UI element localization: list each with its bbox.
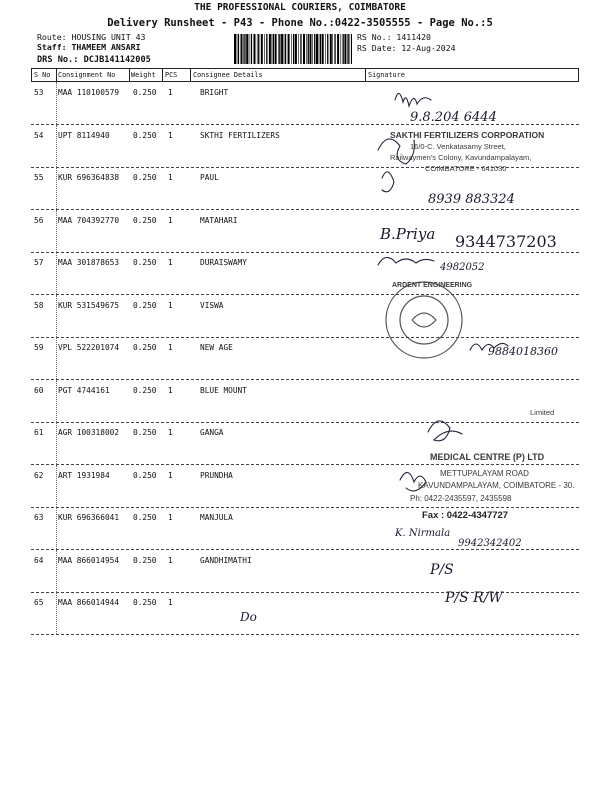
barcode-bar — [254, 34, 256, 64]
barcode-bar — [306, 34, 307, 64]
barcode-bar — [241, 34, 243, 64]
handwritten-initials: P/S — [430, 562, 454, 578]
row-sno: 63 — [34, 513, 44, 522]
column-divider — [162, 69, 163, 81]
row-sno: 58 — [34, 300, 44, 310]
barcode-bar — [284, 34, 285, 64]
barcode-bar — [310, 34, 312, 64]
handwritten-number: 9.8.204 6444 — [410, 110, 497, 125]
row-consignment-no: KUR 696364838 — [58, 173, 120, 182]
row-weight: 0.250 — [133, 258, 157, 267]
sakthi-stamp-line3: Railwaymen's Colony, Kavundampalayam, — [390, 153, 532, 162]
column-divider — [129, 69, 130, 81]
row-sno: 56 — [34, 215, 44, 225]
row-consignee: DURAISWAMY — [200, 258, 247, 267]
row-weight: 0.250 — [133, 88, 157, 97]
drs-number: DRS No.: DCJB141142005 — [37, 55, 151, 65]
barcode-bar — [238, 34, 239, 64]
row-sno: 55 — [34, 173, 44, 182]
row-pcs: 1 — [168, 130, 173, 140]
row-divider — [31, 507, 579, 508]
handwritten-initials: P/S R/W — [445, 590, 503, 606]
row-consignment-no: MAA 704392770 — [58, 215, 120, 225]
row-divider — [31, 422, 579, 423]
row-consignee: GANDHIMATHI — [200, 555, 252, 565]
route-label: Route: HOUSING UNIT 43 — [37, 32, 146, 42]
barcode-bar — [246, 34, 248, 64]
row-weight: 0.250 — [133, 300, 157, 310]
barcode-bar — [332, 34, 333, 64]
sakthi-stamp-line1: SAKTHI FERTILIZERS CORPORATION — [390, 130, 545, 140]
row-column-divider — [56, 167, 57, 209]
row-pcs: 1 — [168, 513, 173, 522]
barcode-bar — [303, 34, 305, 64]
row-column-divider — [56, 550, 57, 592]
row-consignment-no: MAA 866014944 — [58, 598, 120, 607]
barcode-bar — [269, 34, 271, 64]
row-column-divider — [56, 337, 57, 379]
medical-stamp-line2: MEDICAL CENTRE (P) LTD — [430, 452, 545, 462]
barcode-bar — [251, 34, 252, 64]
row-consignee: PAUL — [200, 173, 219, 182]
barcode-bar — [237, 34, 238, 64]
handwritten-name: B.Priya — [380, 225, 436, 243]
row-column-divider — [56, 295, 57, 337]
barcode-bar — [319, 34, 320, 64]
row-column-divider — [56, 507, 57, 549]
rs-number: RS No.: 1411420 — [357, 32, 431, 42]
barcode-bar — [308, 34, 309, 64]
barcode-bar — [273, 34, 274, 64]
column-divider — [365, 69, 366, 81]
handwritten-name: K. Nirmala — [395, 528, 451, 539]
row-sno: 65 — [34, 598, 44, 607]
row-divider — [31, 294, 579, 295]
medical-stamp-line3: METTUPALAYAM ROAD — [440, 469, 529, 478]
table-header-bottom-rule — [31, 81, 579, 82]
barcode-bar — [316, 34, 318, 64]
row-consignee: VISWA — [200, 300, 224, 310]
handwritten-number: 4982052 — [440, 262, 485, 273]
row-consignment-no: MAA 301878653 — [58, 258, 120, 267]
row-column-divider — [56, 380, 57, 422]
handwritten-number: 9942342402 — [458, 538, 522, 549]
row-sno: 59 — [34, 343, 44, 352]
row-sno: 64 — [34, 555, 44, 565]
row-consignee: MATAHARI — [200, 215, 238, 225]
row-consignee: NEW AGE — [200, 343, 233, 352]
handwritten-number: 8939 883324 — [428, 192, 515, 207]
barcode-bar — [257, 34, 258, 64]
row-consignee: MANJULA — [200, 513, 233, 522]
row-column-divider — [56, 465, 57, 507]
row-column-divider — [56, 592, 57, 634]
barcode-bar — [314, 34, 315, 64]
barcode-bar — [234, 34, 236, 64]
row-consignment-no: ART 1931984 — [58, 470, 110, 480]
row-column-divider — [56, 125, 57, 167]
row-consignment-no: PGT 4744161 — [58, 385, 110, 395]
row-weight: 0.250 — [133, 173, 157, 182]
barcode-bar — [291, 34, 292, 64]
barcode-bar — [275, 34, 277, 64]
ardent-stamp-text: ARDENT ENGINEERING — [392, 282, 473, 289]
row-consignee: BRIGHT — [200, 88, 229, 97]
row-pcs: 1 — [168, 300, 173, 310]
row-column-divider — [56, 422, 57, 464]
barcode-bar — [281, 34, 283, 64]
row-consignment-no: AGR 100318002 — [58, 428, 120, 437]
table-header-top-rule — [31, 68, 579, 69]
barcode-image — [234, 34, 352, 64]
row-weight: 0.250 — [133, 555, 157, 565]
barcode-bar — [334, 34, 335, 64]
row-divider — [31, 464, 579, 465]
barcode-bar — [347, 34, 348, 64]
row-sno: 57 — [34, 258, 44, 267]
barcode-bar — [261, 34, 263, 64]
row-sno: 61 — [34, 428, 44, 437]
col-header-sno: S No — [34, 71, 51, 79]
row-consignment-no: VPL 522201074 — [58, 343, 120, 352]
barcode-bar — [279, 34, 280, 64]
barcode-bar — [320, 34, 321, 64]
row-weight: 0.250 — [133, 513, 157, 522]
handwritten-number: 9884018360 — [488, 345, 558, 358]
row-sno: 53 — [34, 88, 44, 97]
row-pcs: 1 — [168, 385, 173, 395]
rs-date: RS Date: 12-Aug-2024 — [357, 43, 456, 53]
row-consignment-no: KUR 531549675 — [58, 300, 120, 310]
row-consignee: SKTHI FERTILIZERS — [200, 130, 280, 140]
row-consignment-no: KUR 696366041 — [58, 513, 120, 522]
column-divider — [578, 69, 579, 81]
sakthi-stamp-line2: 16/0-C. Venkatasamy Street, — [410, 142, 506, 151]
row-consignment-no: MAA 866014954 — [58, 555, 120, 565]
barcode-bar — [278, 34, 279, 64]
handwritten-do: Do — [240, 610, 257, 624]
handwritten-number: 9344737203 — [455, 232, 557, 251]
barcode-bar — [312, 34, 313, 64]
barcode-bar — [348, 34, 349, 64]
barcode-bar — [243, 34, 244, 64]
barcode-bar — [266, 34, 267, 64]
row-pcs: 1 — [168, 258, 173, 267]
row-consignee: BLUE MOUNT — [200, 385, 247, 395]
medical-stamp-line4: KAVUNDAMPALAYAM, COIMBATORE - 30. — [418, 481, 575, 490]
row-sno: 54 — [34, 130, 44, 140]
barcode-bar — [330, 34, 332, 64]
barcode-bar — [341, 34, 342, 64]
row-pcs: 1 — [168, 598, 173, 607]
runsheet-title: Delivery Runsheet - P43 - Phone No.:0422-3505555 - Page No.:5 — [107, 17, 493, 29]
col-header-consignee: Consignee Details — [193, 71, 263, 79]
barcode-bar — [344, 34, 346, 64]
col-header-weight: Weight — [131, 71, 156, 79]
row-pcs: 1 — [168, 88, 173, 97]
row-consignment-no: UPT 8114940 — [58, 130, 110, 140]
barcode-bar — [351, 34, 352, 64]
row-divider — [31, 337, 579, 338]
column-divider — [190, 69, 191, 81]
company-title: THE PROFESSIONAL COURIERS, COIMBATORE — [194, 2, 406, 13]
row-divider — [31, 379, 579, 380]
barcode-bar — [327, 34, 328, 64]
row-pcs: 1 — [168, 555, 173, 565]
barcode-bar — [288, 34, 290, 64]
barcode-bar — [343, 34, 344, 64]
row-consignment-no: MAA 110100579 — [58, 88, 120, 97]
barcode-bar — [295, 34, 297, 64]
row-consignee: GANGA — [200, 428, 224, 437]
row-consignee: PRUNDHA — [200, 470, 233, 480]
row-divider — [31, 209, 579, 210]
barcode-bar — [249, 34, 250, 64]
staff-label: Staff: THAMEEM ANSARI — [37, 42, 141, 52]
row-divider — [31, 634, 579, 635]
row-sno: 62 — [34, 470, 44, 480]
barcode-bar — [293, 34, 294, 64]
row-weight: 0.250 — [133, 598, 157, 607]
column-divider — [31, 69, 32, 81]
row-pcs: 1 — [168, 343, 173, 352]
barcode-bar — [272, 34, 273, 64]
row-weight: 0.250 — [133, 130, 157, 140]
row-column-divider — [56, 210, 57, 252]
barcode-bar — [285, 34, 286, 64]
row-divider — [31, 252, 579, 253]
row-sno: 60 — [34, 385, 44, 395]
medical-stamp-line1: Limited — [530, 408, 555, 417]
medical-stamp-line6: Fax : 0422-4347727 — [422, 510, 509, 521]
row-pcs: 1 — [168, 428, 173, 437]
barcode-bar — [298, 34, 299, 64]
row-divider — [31, 549, 579, 550]
row-column-divider — [56, 82, 57, 124]
barcode-bar — [244, 34, 245, 64]
medical-stamp-line5: Ph: 0422-2435597, 2435598 — [410, 494, 512, 503]
barcode-bar — [300, 34, 301, 64]
barcode-bar — [322, 34, 324, 64]
row-weight: 0.250 — [133, 343, 157, 352]
col-header-pcs: PCS — [165, 71, 178, 79]
row-weight: 0.250 — [133, 385, 157, 395]
row-weight: 0.250 — [133, 470, 157, 480]
sakthi-stamp-line4: COIMBATORE - 641030 — [425, 164, 507, 173]
barcode-bar — [258, 34, 259, 64]
row-pcs: 1 — [168, 215, 173, 225]
row-weight: 0.250 — [133, 428, 157, 437]
row-column-divider — [56, 252, 57, 294]
barcode-bar — [337, 34, 339, 64]
row-weight: 0.250 — [133, 215, 157, 225]
barcode-bar — [264, 34, 265, 64]
col-header-consignment: Consignment No — [58, 71, 116, 79]
barcode-bar — [325, 34, 326, 64]
row-pcs: 1 — [168, 173, 173, 182]
col-header-signature: Signature — [368, 71, 405, 79]
row-pcs: 1 — [168, 470, 173, 480]
column-divider — [56, 69, 57, 81]
